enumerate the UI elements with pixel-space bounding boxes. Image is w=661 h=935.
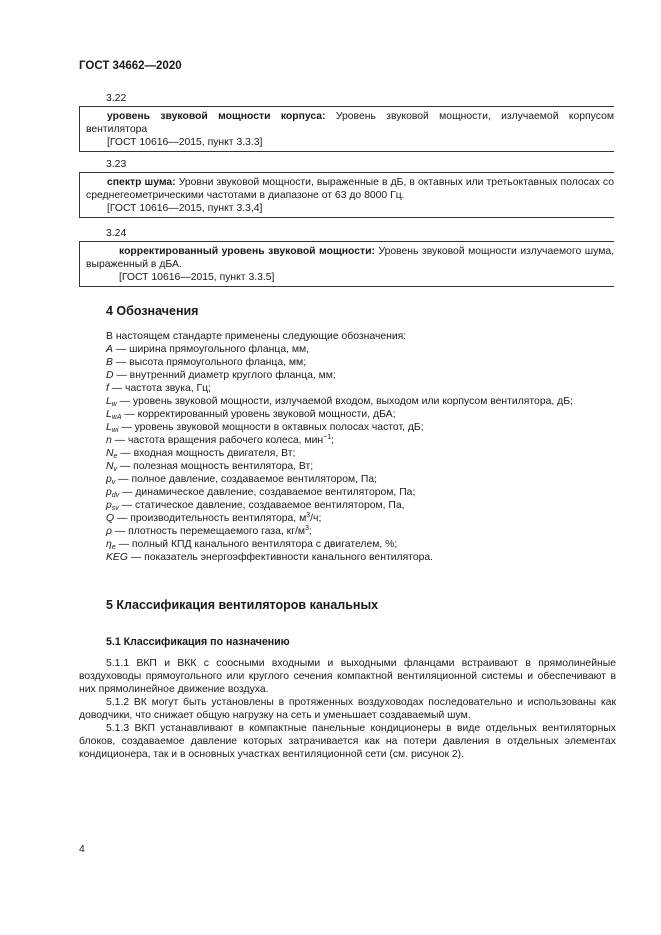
symbol-description: — частота звука, Гц; [108, 383, 211, 394]
symbol-subscript: v [111, 479, 116, 486]
symbol-entry [106, 499, 616, 512]
symbol-letter: L [106, 422, 112, 433]
section-5-1-title: 5.1 Классификация по назначению [106, 636, 290, 648]
symbol-letter: B [106, 357, 113, 368]
symbol-description: — частота вращения рабочего колеса, мин [111, 435, 324, 446]
term-reference: [ГОСТ 10616—2015, пункт 3.3.3] [107, 137, 263, 148]
symbols-list [106, 330, 616, 564]
term-text: Уровни звуковой мощности, выраженные в дБ, в октавных или третьоктавных полосах со среднегеометрическими частотами в диапазоне от 63 до 8000 Гц. [86, 177, 614, 201]
symbol-superscript: −1 [323, 434, 332, 441]
symbol-letter: f [106, 383, 109, 394]
symbol-subscript: e [111, 544, 116, 551]
term-name: спектр шума: [107, 177, 176, 188]
symbol-entry [106, 473, 616, 486]
term-box [79, 242, 614, 287]
symbol-entry [106, 551, 616, 564]
term-definition [86, 245, 614, 271]
symbol-description: — статическое давление, создаваемое вентилятором, Па, [118, 500, 405, 511]
symbol-entry [106, 486, 616, 499]
page-number: 4 [79, 844, 85, 855]
paragraph-5-1-2: 5.1.2 ВК могут быть установлены в протяженных воздуховодах последовательно и использованы как доводчики, что снижает общую нагрузку на сеть и уменьшает создаваемый шум. [79, 697, 616, 721]
section-5-title: 5 Классификация вентиляторов канальных [106, 598, 379, 612]
term-number: 3.24 [79, 227, 614, 242]
symbol-letter: Q [106, 513, 115, 524]
symbol-entry [106, 408, 616, 421]
term-box [79, 107, 614, 152]
symbol-entry [106, 369, 616, 382]
symbol-letter: η [106, 539, 112, 550]
symbol-entry [106, 434, 616, 447]
symbol-tail: ; [308, 526, 312, 537]
symbol-superscript: 3 [306, 512, 311, 519]
symbol-letter: N [106, 461, 114, 472]
symbol-entry [106, 525, 616, 538]
symbol-subscript: dv [111, 492, 120, 499]
term-text: Уровень звуковой мощности, излучаемой корпусом вентилятора [86, 111, 614, 135]
symbol-letter: p [106, 500, 112, 511]
term-definition [86, 176, 614, 202]
symbol-description: — корректированный уровень звуковой мощности, дБА; [121, 409, 396, 420]
symbol-letter: KEG [106, 552, 128, 563]
term-entry-3-22 [79, 92, 614, 152]
symbols-entries [106, 343, 616, 564]
symbol-entry [106, 447, 616, 460]
term-entry-3-24 [79, 227, 614, 287]
symbol-subscript: e [113, 453, 118, 460]
symbol-entry [106, 382, 616, 395]
symbol-entry [106, 421, 616, 434]
term-reference: [ГОСТ 10616—2015, пункт 3.3,4] [107, 203, 263, 214]
symbol-letter: p [106, 474, 112, 485]
symbol-description: — плотность перемещаемого газа, кг/м [111, 526, 306, 537]
symbol-entry [106, 356, 616, 369]
symbol-letter: D [106, 370, 114, 381]
symbol-subscript: v [113, 466, 118, 473]
symbol-letter: L [106, 396, 112, 407]
symbol-entry [106, 512, 616, 525]
term-number: 3.22 [79, 92, 614, 107]
symbol-description: — высота прямоугольного фланца, мм; [112, 357, 307, 368]
paragraph-5-1-3: 5.1.3 ВКП устанавливают в компактные панельные кондиционеры в виде отдельных вентиляторных блоков, создаваемое давление которых затрачивается как на потери давления в отдельных элементах кондиционера, так и в основных участках вентиляционной сети (см. рисунок 2). [79, 723, 616, 760]
symbol-superscript: 3 [305, 525, 309, 532]
section-4-title: 4 Обозначения [106, 304, 199, 318]
symbol-letter: N [106, 448, 114, 459]
document-header: ГОСТ 34662—2020 [79, 60, 182, 72]
symbol-subscript: wi [111, 427, 119, 434]
symbol-description: — ширина прямоугольного фланца, мм, [112, 344, 310, 355]
term-name: уровень звуковой мощности корпуса: [107, 111, 326, 122]
section-5-paragraphs [79, 657, 616, 761]
symbol-letter: ρ [106, 526, 112, 537]
symbol-description: — динамическое давление, создаваемое вентилятором, Па; [119, 487, 416, 498]
symbol-description: — внутренний диаметр круглого фланца, мм; [113, 370, 336, 381]
term-text: Уровень звуковой мощности излучаемого шума, выраженный в дБА. [86, 246, 615, 270]
symbol-entry [106, 343, 616, 356]
symbol-description: — уровень звуковой мощности, излучаемой входом, выходом или корпусом вентилятора, дБ; [116, 396, 573, 407]
symbol-subscript: wA [111, 414, 122, 421]
symbol-tail: ; [331, 435, 335, 446]
symbol-letter: p [106, 487, 112, 498]
symbol-entry [106, 538, 616, 551]
symbol-letter: n [106, 435, 112, 446]
symbol-description: — полный КПД канального вентилятора с двигателем, %; [115, 539, 398, 550]
symbol-subscript: sv [111, 505, 119, 512]
symbol-description: — уровень звуковой мощности в октавных полосах частот, дБ; [118, 422, 424, 433]
symbol-description: — показатель энергоэффективности канального вентилятора. [127, 552, 434, 563]
symbol-entry [106, 395, 616, 408]
symbol-subscript: w [111, 401, 117, 408]
symbol-description: — производительность вентилятора, м [114, 513, 307, 524]
symbol-description: — полезная мощность вентилятора, Вт; [117, 461, 314, 472]
symbol-description: — полное давление, создаваемое вентилятором, Па; [115, 474, 378, 485]
term-definition [86, 110, 614, 136]
symbol-entry [106, 460, 616, 473]
term-reference: [ГОСТ 10616—2015, пункт 3.3.5] [119, 272, 275, 283]
paragraph-5-1-1: 5.1.1 ВКП и ВКК с соосными входными и выходными фланцами встраивают в прямолинейные воздуховоды прямоугольного или круглого сечения компактной вентиляционной системы и обеспечивают в них прямолинейное движение воздуха. [79, 658, 616, 695]
symbol-letter: A [106, 344, 113, 355]
symbol-letter: L [106, 409, 112, 420]
symbols-intro: В настоящем стандарте применены следующие обозначения: [106, 331, 407, 342]
term-name: корректированный уровень звуковой мощности: [119, 246, 375, 257]
term-box [79, 173, 614, 218]
term-number: 3.23 [79, 158, 614, 173]
symbol-description: — входная мощность двигателя, Вт; [117, 448, 296, 459]
symbol-tail: /ч; [310, 513, 322, 524]
term-entry-3-23 [79, 158, 614, 218]
